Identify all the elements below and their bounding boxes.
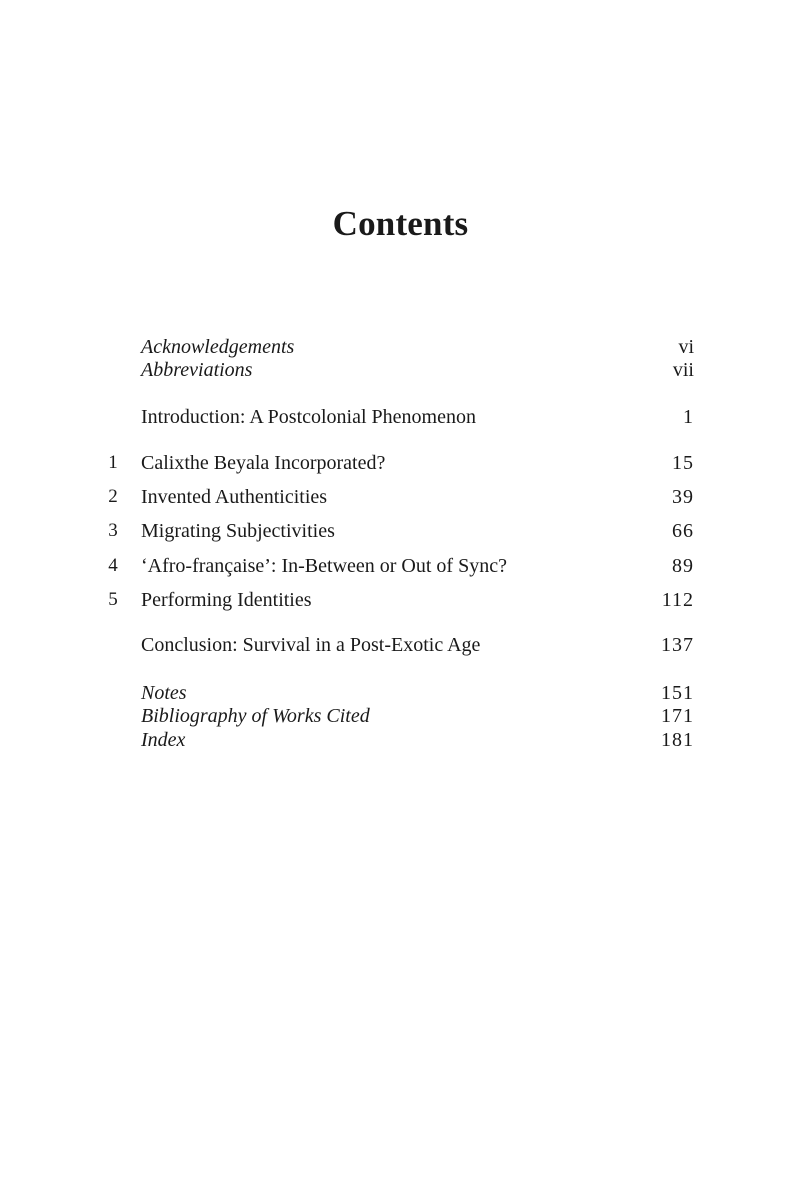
toc-entry-chapter-4[interactable] (0, 554, 801, 578)
toc-entry-page: vi (678, 336, 694, 358)
chapter-number: 2 (108, 486, 118, 507)
page-title: Contents (332, 204, 469, 243)
toc-entry-title: Notes (141, 682, 187, 704)
toc-entry-page: 137 (661, 634, 694, 656)
toc-entry-page: 112 (661, 589, 694, 611)
toc-entry-introduction[interactable] (0, 405, 801, 429)
toc-entry-abbreviations[interactable] (0, 358, 801, 382)
toc-entry-page: 15 (672, 452, 694, 474)
toc-entry-title: Migrating Subjectivities (141, 520, 335, 542)
chapter-number: 4 (108, 555, 118, 576)
toc-entry-page: 171 (661, 705, 694, 727)
toc-entry-notes[interactable] (0, 681, 801, 705)
toc-entry-page: 181 (661, 729, 694, 751)
toc-entry-bibliography[interactable] (0, 704, 801, 728)
toc-entry-conclusion[interactable] (0, 633, 801, 657)
toc-entry-acknowledgements[interactable] (0, 335, 801, 359)
toc-entry-title: Bibliography of Works Cited (141, 705, 370, 727)
toc-entry-title: ‘Afro-française’: In-Between or Out of Sync? (141, 555, 507, 577)
toc-entry-title: Abbreviations (141, 359, 253, 381)
toc-entry-chapter-3[interactable] (0, 519, 801, 543)
toc-entry-title: Performing Identities (141, 589, 312, 611)
toc-entry-page: 39 (672, 486, 694, 508)
chapter-number: 5 (108, 589, 118, 610)
toc-entry-page: 89 (672, 555, 694, 577)
toc-entry-chapter-2[interactable] (0, 485, 801, 509)
toc-entry-page: 66 (672, 520, 694, 542)
toc-entry-chapter-5[interactable] (0, 588, 801, 612)
toc-entry-index[interactable] (0, 728, 801, 752)
toc-entry-page: 151 (661, 682, 694, 704)
toc-entry-page: vii (672, 359, 694, 381)
toc-entry-page: 1 (683, 406, 694, 428)
toc-entry-title: Index (141, 729, 186, 751)
toc-entry-title: Invented Authenticities (141, 486, 328, 508)
chapter-number: 1 (108, 452, 118, 473)
toc-entry-title: Conclusion: Survival in a Post-Exotic Age (141, 634, 481, 656)
chapter-number: 3 (108, 520, 118, 541)
toc-entry-title: Acknowledgements (141, 336, 295, 358)
toc-entry-title: Calixthe Beyala Incorporated? (141, 452, 386, 474)
toc-entry-title: Introduction: A Postcolonial Phenomenon (141, 406, 476, 428)
toc-entry-chapter-1[interactable] (0, 451, 801, 475)
